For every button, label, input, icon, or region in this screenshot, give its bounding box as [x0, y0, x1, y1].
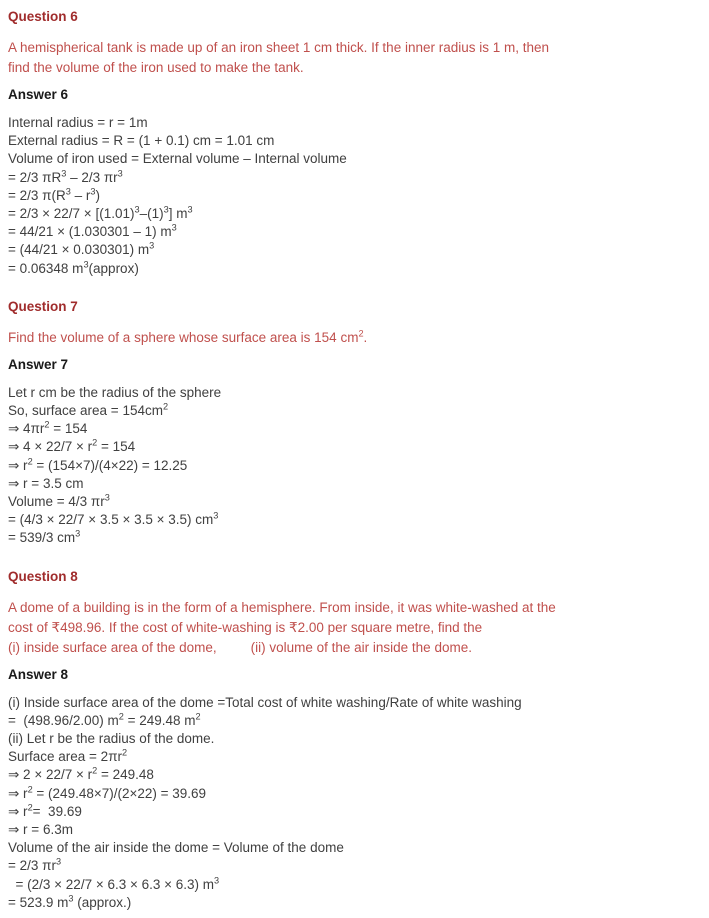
question-8-text [8, 588, 648, 662]
answer-7-line: ⇒ $4 \times 22/7 \times r^2 = 154$ [8, 437, 136, 455]
answer-8-line: (i) Inside surface area of the dome =Total cost of white washing/Rate of white washing [8, 694, 522, 710]
question-8-part-ii: (ii) volume of the air inside the dome. [250, 639, 472, 655]
answer-8-line: ⇒ $r^2= 39.69$ [8, 802, 82, 819]
section-question-8 [8, 548, 701, 912]
answer-8-line: Volume of the air inside the dome = Volume of the dome [8, 840, 344, 856]
question-6-text-line-1: A hemispherical tank is made up of an iron sheet 1 cm thick. If the inner radius is 1 m, then [8, 40, 550, 55]
question-7-text [8, 318, 648, 352]
answer-7-line: ⇒ $r^2 = (154\times 7)/(4\times 22) = 12.25$ [8, 456, 188, 473]
answer-6-line: External radius = R = (1 + 0.1) cm = 1.01 cm [8, 133, 275, 149]
answer-6-body [8, 106, 701, 278]
answer-8-line: = 2/3 $\pi r^3$ [8, 856, 62, 874]
answer-7-line: ⇒ r = 3.5 cm [8, 475, 84, 491]
answer-6-line: Volume of iron used = External volume – Internal volume [8, 151, 347, 167]
question-8-heading: Question 8 [8, 568, 78, 584]
section-question-7 [8, 278, 701, 548]
answer-8-line: ⇒ $2 \times 22/7 \times r^2 = 249.48$ [8, 765, 154, 783]
question-7-heading: Question 7 [8, 298, 78, 314]
question-8-text-line-1: A dome of a building is in the form of a hemisphere. From inside, it was white-washed at the [8, 599, 556, 615]
question-8-text-line-3 [8, 638, 648, 658]
answer-7-line: ⇒ $4\pi r^2 = 154$ [8, 419, 88, 437]
question-6-text [8, 28, 648, 82]
question-7-text-exponent: 2 [358, 328, 364, 339]
answer-6-line: = 0.06348 $m^3(approx)$ [8, 259, 139, 276]
answer-8-line: = (498.96/2.00) $m^2 = 249.48$ $m^2$ [8, 711, 201, 728]
answer-6-line: = $2/3 \times 22/7 \times [(1.01)^3-(1)^3]$ $m^3$ [8, 204, 193, 222]
answer-6-line: Internal radius = r = 1m [8, 115, 148, 130]
answer-7-line: = 539/3 $cm^3$ [8, 528, 81, 546]
question-6-heading: Question 6 [8, 9, 78, 24]
question-6-text-line-2: find the volume of the iron used to make the tank. [8, 60, 304, 75]
answer-6-line: = 44/21 × (1.030301 – 1) $m^3$ [8, 222, 177, 240]
question-7-text-content: Find the volume of a sphere whose surface area is 154 cm [8, 329, 359, 345]
question-8-text-line-2: cost of ₹498.96. If the cost of white-washing is ₹2.00 per square metre, find the [8, 619, 483, 635]
answer-8-line: = (2/3 × 22/7 × 6.3 × 6.3 × 6.3) $m^3$ [8, 875, 220, 892]
answer-7-line: Let r cm be the radius of the sphere [8, 384, 222, 400]
answer-8-line: (ii) Let r be the radius of the dome. [8, 731, 215, 747]
answer-7-line: Volume = 4/3 $\pi r^3$ [8, 492, 110, 510]
answer-6-heading: Answer 6 [8, 87, 69, 102]
answer-6-line: = (44/21 × 0.030301) $m^3$ [8, 240, 155, 258]
answer-7-body [8, 376, 701, 548]
answer-8-line: ⇒ r = 6.3m [8, 822, 73, 838]
answer-7-line: So, surface area = $154cm^2$ [8, 401, 169, 419]
section-question-6 [8, 4, 701, 278]
answer-8-line: = 523.9 $m^3$ (approx.) [8, 893, 132, 910]
answer-6-line: = 2/3 $\pi(R^3 - r^3)$ [8, 186, 100, 203]
question-8-part-i: (i) inside surface area of the dome, [8, 639, 217, 655]
answer-7-heading: Answer 7 [8, 356, 69, 372]
answer-8-line: Surface area = $2\pi r^2$ [8, 747, 128, 765]
answer-8-heading: Answer 8 [8, 666, 69, 682]
answer-7-line: = (4/3 × 22/7 × 3.5 × 3.5 × 3.5) $cm^3$ [8, 510, 219, 528]
answer-6-line: = 2/3 $\pi R^3 - 2/3$ $\pi r^3$ [8, 168, 123, 185]
question-7-text-period: . [363, 329, 368, 345]
answer-8-line: ⇒ $r^2 = (249.48\times 7)/(2\times 22) = 39.69$ [8, 784, 207, 801]
answer-8-body [8, 686, 701, 912]
